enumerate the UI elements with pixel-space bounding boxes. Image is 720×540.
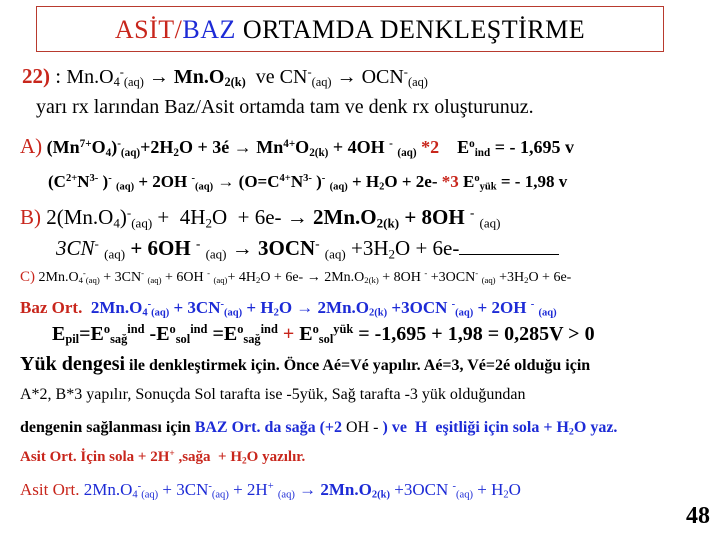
part-b-equation2: 3CN- $_{(aq)}$ + 6OH - $_{(aq)}$ → 3OCN- $_{(aq)} +3H_2O + 6e-$ [56, 236, 559, 260]
baz-equation: $2Mn.O_4^-_{(aq)} + 3CN^-_{(aq)} + H_2O \to 2Mn.O_{2(k)} +3OCN$ -$_{(aq)}$ + 2OH - $_{(aq)}$ [90, 298, 557, 319]
yuk-text3b: BAZ Ort. da sağa (+2 [194, 419, 343, 436]
question-number: 22) [22, 64, 50, 88]
part-a-label: A) [20, 134, 43, 158]
page-title [37, 15, 663, 45]
asit-note-text: Asit Ort. İçin sola + 2H+ ,sağa + $H_2O$ yazılır. [20, 449, 306, 467]
part-a-line2 [48, 172, 567, 193]
asit-line [20, 480, 521, 501]
question-instruction: yarı rx larından Baz/Asit ortamda tam ve denk rx oluşturunuz. [36, 96, 534, 118]
epil-equation: $E_{pil}=E^o_{sağ}^{ind}$ $-E^o_{sol}^{ind} =E^o_{sağ}^{ind} + E^o_{sol}^{yük} = -1,695 + 1,98 = 0,285V > 0$ [52, 322, 595, 346]
part-b-label: B) [20, 205, 41, 230]
baz-label: Baz Ort. [20, 298, 83, 317]
yuk-line2: A*2, B*3 yapılır, Sonuçda Sol tarafta ise -5yük, Sağ tarafta -3 yük olduğundan [20, 386, 526, 403]
yuk-text3c: OH - [342, 419, 383, 436]
title-part-asit: ASİT/ [114, 15, 183, 44]
part-a-equation1: $(Mn^{7+}O_4)^-_{(aq)}+2H_2O$ + 3é → $Mn^{4+}O_{2(k)} + 4OH$ - $_{(aq)}$ *2 $E^o_{ind}$ = - 1,695 v [46, 137, 574, 159]
part-c-equation: $2Mn.O_4^-_{(aq)} + 3CN^-$ $_{(aq)}$ + 6OH - $_{(aq)}+ 4H_2O + 6e- \to 2Mn.O_{2(k)} + 8OH$ - +3OCN- $_{(aq)} +3H_2O + 6e-$ [38, 268, 572, 285]
baz-line [20, 298, 557, 319]
question-equation: $Mn.O_4^-_{(aq)} \to Mn.O_{2(k)}$ ve $CN^-_{(aq)} \to OCN^-_{(aq)}$ [66, 65, 428, 90]
yuk-text1: ile denkleştirmek için. Önce Aé=Vé yapılır. Aé=3, Vé=2é olduğu için [125, 357, 591, 374]
yuk-heading: Yük dengesi [20, 353, 126, 375]
title-part-rest: ORTAMDA DENKLEŞTİRME [235, 15, 586, 44]
part-c-line [20, 268, 571, 286]
part-a-equation2: ($C^{2+}N^{3-}$ )- $_{(aq)}$ + 2OH $^-_{(aq)} \to (O=C^{4+}N^{3-}$ )- $_{(aq)} + H_2O + 2e-$ *3 $E^o_{yük}$ = - 1,98 v [48, 172, 568, 193]
part-c-label: C) [20, 268, 35, 285]
yuk-line1 [20, 353, 590, 376]
question-line [22, 64, 428, 90]
question-colon: : [50, 64, 67, 88]
title-part-baz: BAZ [182, 15, 236, 44]
asit-label: Asit Ort. [20, 480, 80, 499]
yuk-line3 [20, 419, 617, 437]
asit-equation: $2Mn.O_4^-_{(aq)} + 3CN^-_{(aq)} + 2H^+$ $_{(aq)} \to 2Mn.O_{2(k)} +3OCN$ $^-_{(aq)} + H_2O$ [83, 480, 521, 501]
part-b-line1 [20, 205, 501, 231]
title-box [36, 6, 664, 52]
part-a-line1 [20, 134, 574, 159]
page-number: 48 [686, 503, 710, 529]
asit-note [20, 449, 305, 466]
part-b-equation1: $2(Mn.O_4)^-_{(aq)} + 4H_2O + 6e- \to 2Mn.O_{2(k)} + 8OH$ - $_{(aq)}$ [46, 205, 501, 231]
part-b-line2 [56, 236, 559, 262]
epil-line [52, 322, 595, 347]
yuk-text3a: dengenin sağlanması için [20, 419, 195, 436]
yuk-text3d: ) ve H eşitliği için sola + $H_2O$ yaz. [382, 419, 618, 438]
